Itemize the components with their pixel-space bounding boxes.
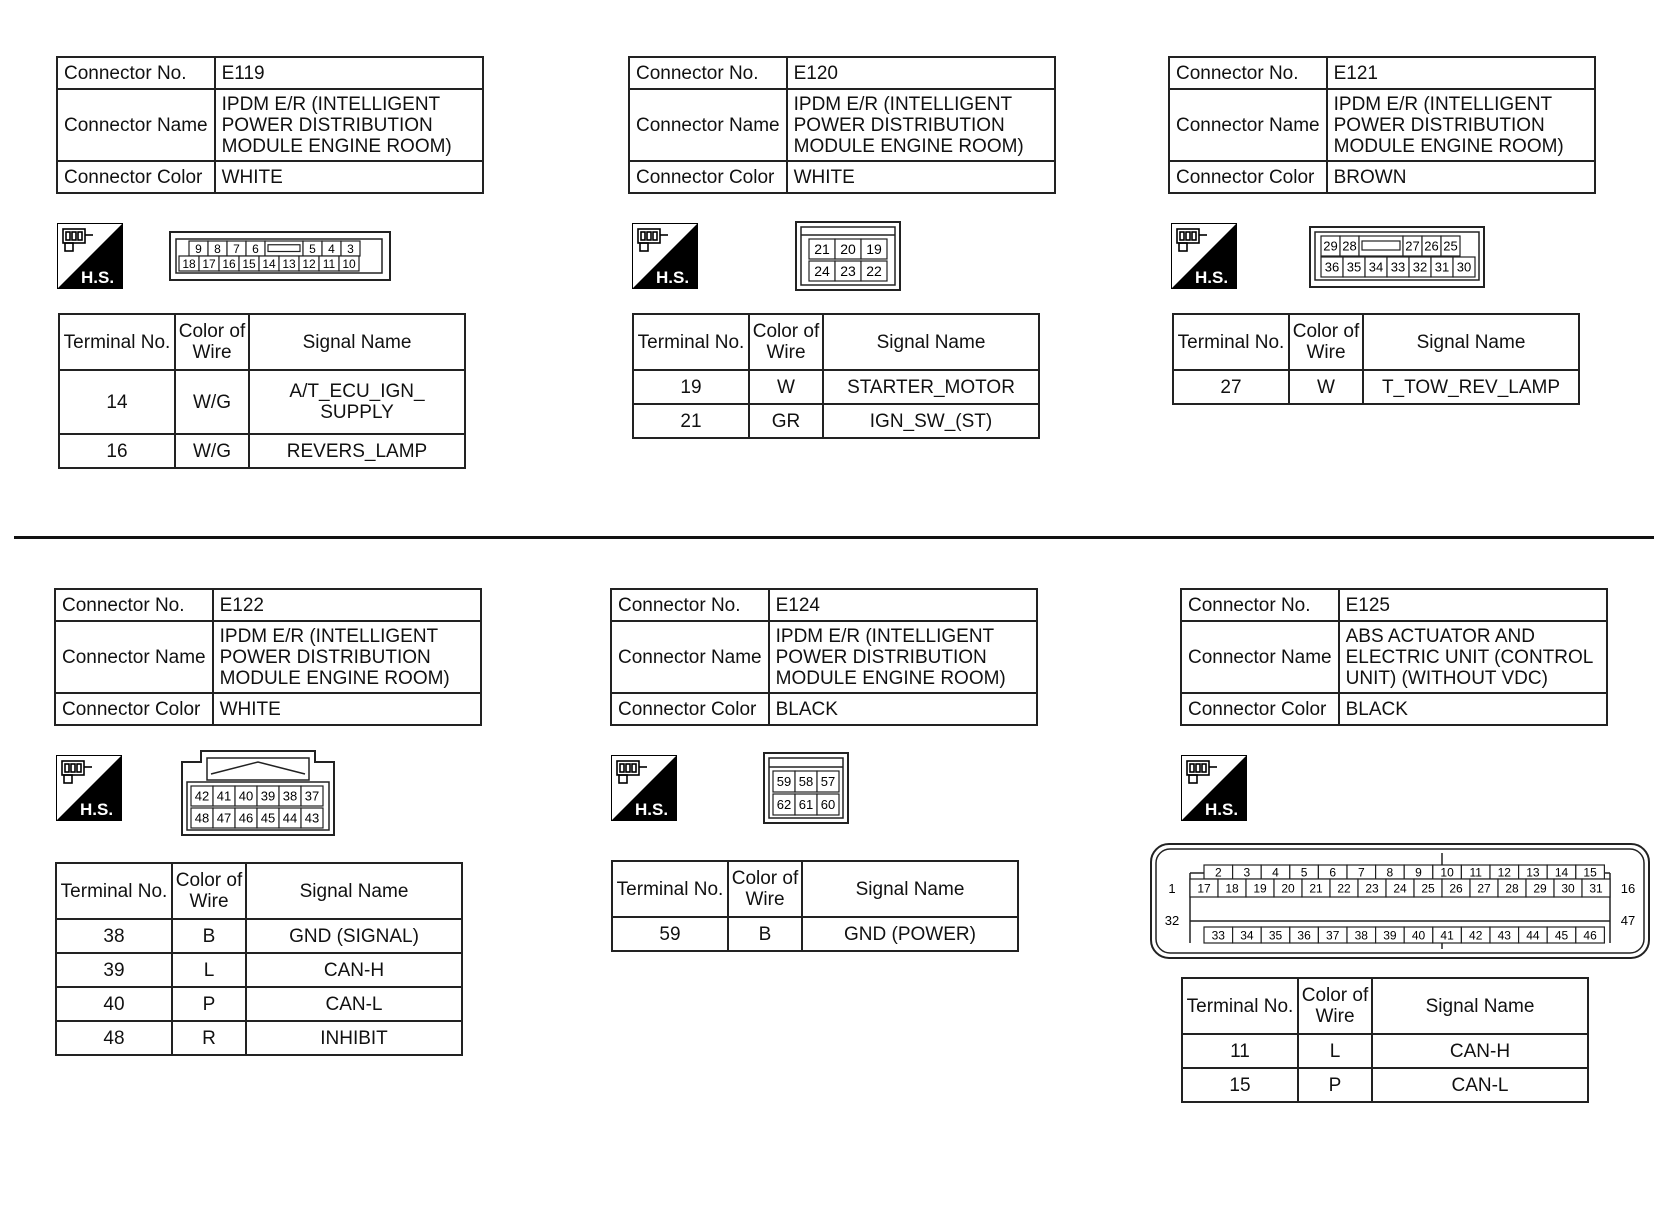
pin-number: 59: [776, 774, 792, 790]
hs-icon: [57, 223, 123, 289]
table-row: 48 R INHIBIT: [56, 1021, 462, 1055]
connector-color-label: Connector Color: [1169, 161, 1327, 193]
table-row: 59 B GND (POWER): [612, 917, 1018, 951]
pin-number: 1: [1168, 881, 1176, 896]
pin-number: 10: [1440, 865, 1454, 880]
pin-number: 38: [1354, 928, 1368, 943]
signal-name-header: Signal Name: [249, 314, 465, 370]
pin-number: 11: [322, 256, 336, 271]
connector-name-label: Connector Name: [611, 621, 769, 693]
connector-E122: [54, 588, 482, 726]
pin-number: 28: [1342, 238, 1357, 254]
pin-number: 7: [233, 241, 240, 256]
pin-number: 37: [1326, 928, 1340, 943]
connector-name-label: Connector Name: [1181, 621, 1339, 693]
svg-text:H.S.: H.S.: [1205, 800, 1239, 819]
pin-number: 6: [1329, 865, 1337, 880]
pin-number: 41: [216, 788, 232, 804]
pin-number: 15: [242, 256, 256, 271]
pin-number: 34: [1240, 928, 1254, 943]
connector-color-value: WHITE: [215, 161, 483, 193]
pin-number: 32: [1164, 913, 1180, 928]
hs-label: H.S.: [81, 268, 115, 287]
connector-name-label: Connector Name: [1169, 89, 1327, 161]
terminal-no-header: Terminal No.: [1173, 314, 1289, 370]
pin-number: 9: [195, 241, 202, 256]
terminal-no-header: Terminal No.: [633, 314, 749, 370]
connector-face-E120: [795, 221, 901, 291]
connector-face-E125: [1150, 843, 1650, 959]
connector-no-value: E120: [787, 57, 1055, 89]
pin-number: 39: [260, 788, 276, 804]
pin-number: 4: [328, 241, 335, 256]
terminal-table-E119: [58, 313, 466, 469]
color-of-wire-header: Color of Wire: [1289, 314, 1363, 370]
pin-number: 26: [1424, 238, 1439, 254]
table-row: 40 P CAN-L: [56, 987, 462, 1021]
pin-number: 10: [342, 256, 356, 271]
pin-number: 24: [814, 263, 830, 280]
pin-number: 31: [1589, 881, 1603, 896]
connector-no-value: E121: [1327, 57, 1595, 89]
pin-number: 18: [1225, 881, 1239, 896]
pin-number: 36: [1324, 259, 1340, 275]
pin-number: 43: [304, 810, 320, 826]
connector-name-value: IPDM E/R (INTELLIGENT POWER DISTRIBUTION MODULE ENGINE ROOM): [213, 621, 481, 693]
pin-number: 20: [1281, 881, 1295, 896]
connector-no-label: Connector No.: [611, 589, 769, 621]
svg-text:H.S.: H.S.: [80, 800, 114, 819]
connector-no-label: Connector No.: [629, 57, 787, 89]
pin-number: 23: [840, 263, 856, 280]
connector-color-label: Connector Color: [611, 693, 769, 725]
pin-number: 7: [1357, 865, 1365, 880]
hs-icon: [1181, 755, 1247, 821]
pin-number: 61: [798, 797, 814, 813]
pin-number: 17: [202, 256, 216, 271]
connector-E121: [1168, 56, 1596, 194]
pin-number: 8: [1386, 865, 1394, 880]
connector-color-label: Connector Color: [629, 161, 787, 193]
pin-number: 42: [194, 788, 210, 804]
pin-number: 29: [1323, 238, 1338, 254]
pin-number: 13: [1526, 865, 1540, 880]
pin-number: 17: [1197, 881, 1211, 896]
pin-number: 46: [238, 810, 254, 826]
pin-number: 58: [798, 774, 814, 790]
connector-no-label: Connector No.: [55, 589, 213, 621]
connector-face-E124: [763, 752, 849, 824]
pin-number: 11: [1469, 865, 1482, 880]
pin-number: 40: [238, 788, 254, 804]
connector-color-value: BROWN: [1327, 161, 1595, 193]
connector-color-value: BLACK: [769, 693, 1037, 725]
connector-E120: [628, 56, 1056, 194]
connector-name-value: IPDM E/R (INTELLIGENT POWER DISTRIBUTION MODULE ENGINE ROOM): [769, 621, 1037, 693]
connector-E125: [1180, 588, 1608, 726]
connector-key-icon: [1362, 241, 1400, 250]
connector-info-table: [56, 56, 484, 194]
pin-number: 18: [182, 256, 196, 271]
connector-info-table: [610, 588, 1038, 726]
pin-number: 44: [1526, 928, 1540, 943]
connector-name-label: Connector Name: [55, 621, 213, 693]
connector-color-value: BLACK: [1339, 693, 1607, 725]
hs-icon: [56, 755, 122, 821]
pin-number: 44: [282, 810, 298, 826]
connector-name-value: IPDM E/R (INTELLIGENT POWER DISTRIBUTION MODULE ENGINE ROOM): [215, 89, 483, 161]
connector-info-table: [54, 588, 482, 726]
pin-number: 36: [1297, 928, 1311, 943]
pin-number: 25: [1421, 881, 1435, 896]
table-row: 21 GR IGN_SW_(ST): [633, 404, 1039, 438]
pin-number: 35: [1346, 259, 1362, 275]
pin-number: 43: [1497, 928, 1511, 943]
pin-number: 40: [1411, 928, 1426, 943]
pin-number: 32: [1412, 259, 1428, 275]
hs-icon: [632, 223, 698, 289]
connector-color-label: Connector Color: [55, 693, 213, 725]
pin-number: 30: [1561, 881, 1575, 896]
connector-E124: [610, 588, 1038, 726]
connector-face-E121: [1309, 226, 1485, 288]
connector-name-value: IPDM E/R (INTELLIGENT POWER DISTRIBUTION MODULE ENGINE ROOM): [1327, 89, 1595, 161]
pin-number: 27: [1405, 238, 1420, 254]
pin-number: 19: [1253, 881, 1267, 896]
pin-number: 15: [1583, 865, 1597, 880]
pin-number: 39: [1383, 928, 1397, 943]
color-of-wire-header: Color of Wire: [728, 861, 802, 917]
pin-number: 57: [820, 774, 836, 790]
pin-number: 26: [1449, 881, 1463, 896]
connector-info-table: [628, 56, 1056, 194]
pin-number: 34: [1368, 259, 1384, 275]
section-divider: [14, 536, 1654, 539]
connector-color-value: WHITE: [787, 161, 1055, 193]
connector-color-value: WHITE: [213, 693, 481, 725]
connector-no-value: E119: [215, 57, 483, 89]
pin-number: 47: [1620, 913, 1636, 928]
connector-no-value: E124: [769, 589, 1037, 621]
pin-number: 62: [776, 797, 792, 813]
pin-number: 5: [309, 241, 316, 256]
terminal-table-E125: [1181, 977, 1589, 1103]
pin-number: 60: [820, 797, 836, 813]
table-row: 38 B GND (SIGNAL): [56, 919, 462, 953]
pin-number: 8: [214, 241, 221, 256]
connector-info-table: [1180, 588, 1608, 726]
terminal-table-E120: [632, 313, 1040, 439]
connector-no-label: Connector No.: [1169, 57, 1327, 89]
signal-name-header: Signal Name: [1363, 314, 1579, 370]
connector-face-E119: [169, 231, 391, 281]
pin-number: 38: [282, 788, 298, 804]
pin-number: 33: [1211, 928, 1225, 943]
signal-name-header: Signal Name: [823, 314, 1039, 370]
pin-number: 41: [1440, 928, 1454, 943]
terminal-no-header: Terminal No.: [1182, 978, 1298, 1034]
connector-name-label: Connector Name: [629, 89, 787, 161]
pin-number: 13: [282, 256, 296, 271]
pin-number: 14: [262, 256, 276, 271]
table-row: 15 P CAN-L: [1182, 1068, 1588, 1102]
pin-number: 46: [1583, 928, 1597, 943]
connector-info-table: [1168, 56, 1596, 194]
pin-number: 21: [1309, 881, 1323, 896]
pin-number: 25: [1443, 238, 1458, 254]
pin-number: 2: [1214, 865, 1222, 880]
pin-number: 19: [866, 241, 882, 258]
pin-number: 4: [1272, 865, 1279, 880]
table-row: 16 W/G REVERS_LAMP: [59, 434, 465, 468]
svg-text:H.S.: H.S.: [1195, 268, 1229, 287]
pin-number: 27: [1477, 881, 1491, 896]
terminal-no-header: Terminal No.: [612, 861, 728, 917]
terminal-table-E124: [611, 860, 1019, 952]
pin-number: 9: [1415, 865, 1422, 880]
connector-key-icon: [268, 245, 300, 252]
svg-text:H.S.: H.S.: [635, 800, 669, 819]
pin-number: 35: [1268, 928, 1283, 943]
pin-number: 14: [1554, 865, 1569, 880]
pin-number: 30: [1456, 259, 1472, 275]
color-of-wire-header: Color of Wire: [175, 314, 249, 370]
color-of-wire-header: Color of Wire: [1298, 978, 1372, 1034]
pin-number: 47: [216, 810, 232, 826]
pin-number: 29: [1533, 881, 1547, 896]
pin-number: 22: [1337, 881, 1351, 896]
pin-number: 3: [1243, 865, 1251, 880]
connector-no-label: Connector No.: [57, 57, 215, 89]
pin-number: 3: [347, 241, 354, 256]
pin-number: 16: [222, 256, 236, 271]
pin-number: 33: [1390, 259, 1406, 275]
signal-name-header: Signal Name: [246, 863, 462, 919]
pin-number: 42: [1469, 928, 1483, 943]
terminal-no-header: Terminal No.: [59, 314, 175, 370]
pin-number: 48: [194, 810, 210, 826]
table-row: 19 W STARTER_MOTOR: [633, 370, 1039, 404]
pin-number: 37: [304, 788, 320, 804]
pin-number: 12: [1497, 865, 1511, 880]
pin-number: 21: [814, 241, 830, 258]
connector-E119: [56, 56, 484, 194]
pin-number: 23: [1365, 881, 1379, 896]
connector-name-value: IPDM E/R (INTELLIGENT POWER DISTRIBUTION MODULE ENGINE ROOM): [787, 89, 1055, 161]
pin-number: 5: [1300, 865, 1308, 880]
connector-no-label: Connector No.: [1181, 589, 1339, 621]
pin-number: 45: [1554, 928, 1569, 943]
pin-number: 20: [840, 241, 856, 258]
pin-number: 24: [1393, 881, 1407, 896]
pin-number: 31: [1434, 259, 1450, 275]
table-row: 11 L CAN-H: [1182, 1034, 1588, 1068]
connector-name-value: ABS ACTUATOR AND ELECTRIC UNIT (CONTROL UNIT) (WITHOUT VDC): [1339, 621, 1607, 693]
connector-face-E122: [181, 750, 335, 836]
pin-number: 16: [1620, 881, 1636, 896]
pin-number: 12: [302, 256, 316, 271]
connector-no-value: E125: [1339, 589, 1607, 621]
terminal-table-E121: [1172, 313, 1580, 405]
svg-text:H.S.: H.S.: [656, 268, 690, 287]
signal-name-header: Signal Name: [802, 861, 1018, 917]
table-row: 39 L CAN-H: [56, 953, 462, 987]
connector-color-label: Connector Color: [57, 161, 215, 193]
signal-name-header: Signal Name: [1372, 978, 1588, 1034]
connector-no-value: E122: [213, 589, 481, 621]
pin-number: 28: [1505, 881, 1519, 896]
table-row: 27 W T_TOW_REV_LAMP: [1173, 370, 1579, 404]
hs-icon: [1171, 223, 1237, 289]
terminal-table-E122: [55, 862, 463, 1056]
terminal-no-header: Terminal No.: [56, 863, 172, 919]
connector-color-label: Connector Color: [1181, 693, 1339, 725]
pin-number: 6: [252, 241, 259, 256]
hs-icon: [611, 755, 677, 821]
table-row: 14 W/G A/T_ECU_IGN_ SUPPLY: [59, 370, 465, 434]
color-of-wire-header: Color of Wire: [172, 863, 246, 919]
pin-number: 22: [866, 263, 882, 280]
connector-name-label: Connector Name: [57, 89, 215, 161]
color-of-wire-header: Color of Wire: [749, 314, 823, 370]
pin-number: 45: [260, 810, 276, 826]
